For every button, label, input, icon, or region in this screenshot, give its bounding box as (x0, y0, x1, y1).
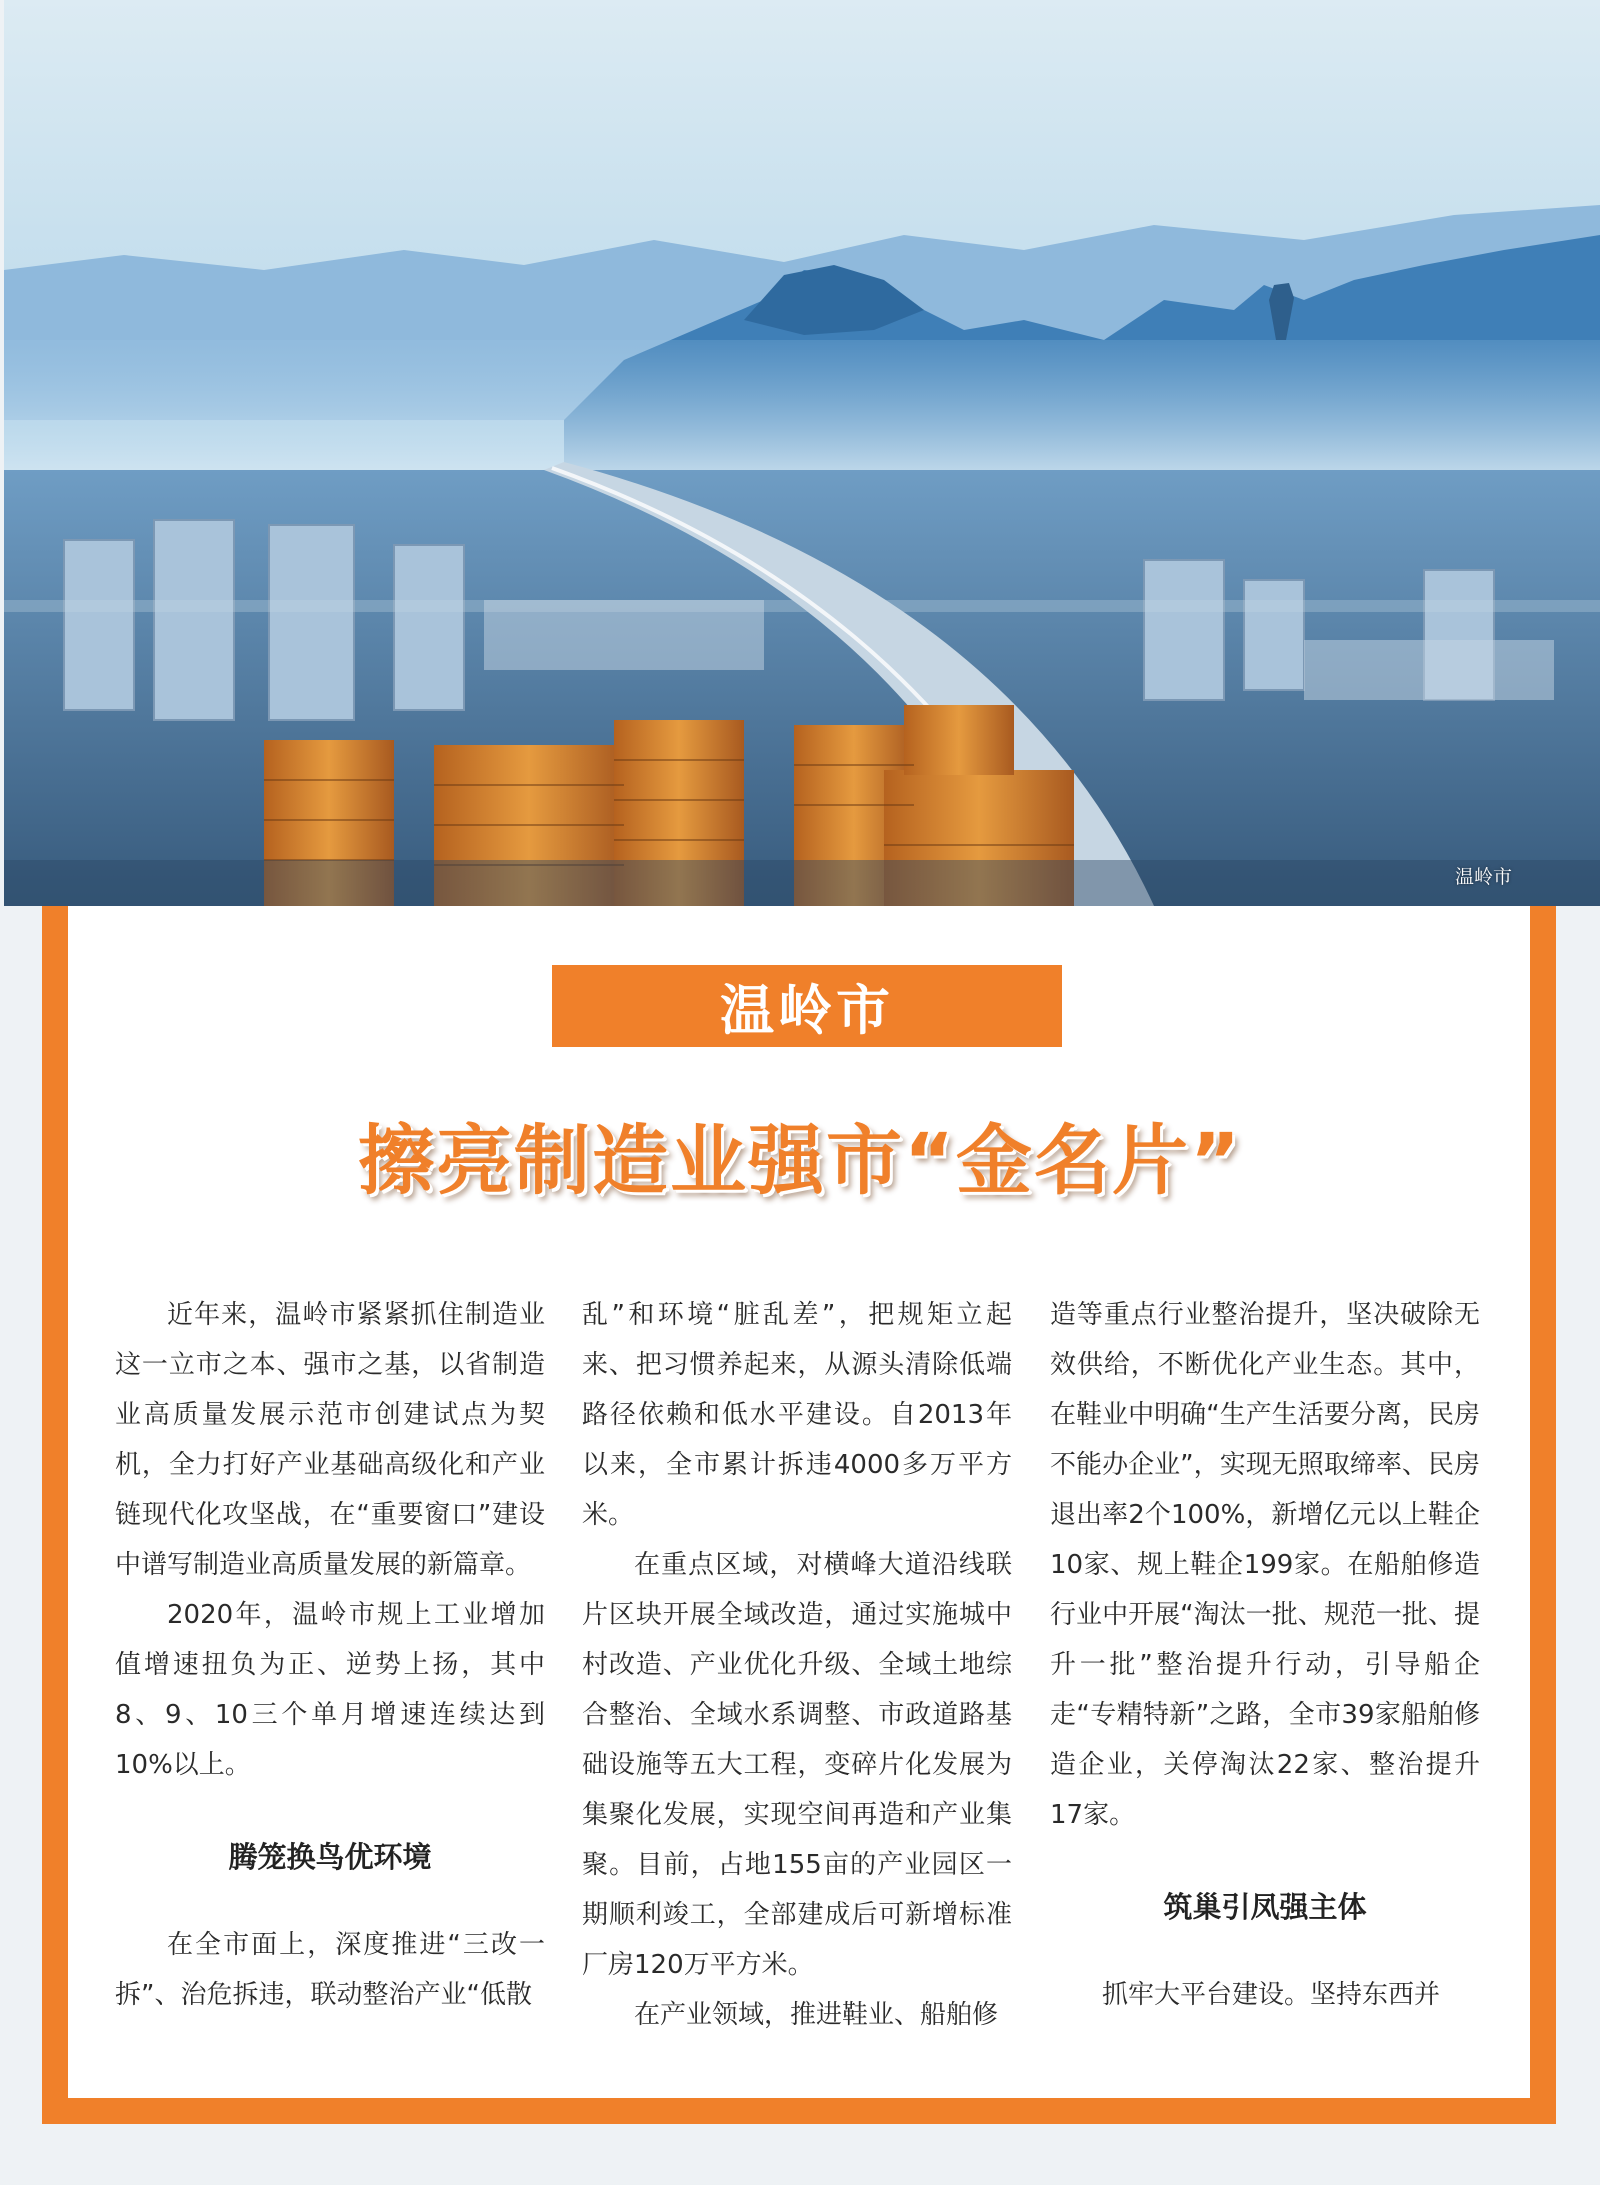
photo-caption: 温岭市 (1454, 866, 1512, 888)
city-photo (4, 0, 1600, 906)
city-label: 温岭市 (552, 965, 1062, 1047)
page-title: 擦亮制造业强市“金名片” (358, 1116, 1242, 1205)
paragraph: 近年来，温岭市紧紧抓住制造业这一立市之本、强市之基，以省制造业高质量发展示范市创建试点为契机，全力打好产业基础高级化和产业链现代化攻坚战，在“重要窗口”建设中谱写制造业高质量发展的新篇章。 (115, 1300, 545, 1580)
city-landscape-illustration (4, 0, 1600, 906)
section-heading: 筑巢引凤强主体 (1163, 1890, 1367, 1924)
article-column-1 (115, 1290, 545, 2020)
article-column-2 (582, 1290, 1012, 2040)
paragraph: 造等重点行业整治提升，坚决破除无效供给，不断优化产业生态。其中，在鞋业中明确“生产生活要分离，民房不能办企业”，实现无照取缔率、民房退出率2个100%，新增亿元以上鞋企10家、规上鞋企199家。在船舶修造行业中开展“淘汰一批、规范一批、提升一批”整治提升行动，引导船企走“专精特新”之路，全市39家船舶修造企业，关停淘汰22家、整治提升17家。 (1050, 1300, 1480, 1830)
paragraph: 抓牢大平台建设。坚持东西并 (1102, 1980, 1441, 2010)
paragraph: 在重点区域，对横峰大道沿线联片区块开展全域改造，通过实施城中村改造、产业优化升级、全域土地综合整治、全域水系调整、市政道路基础设施等五大工程，变碎片化发展为集聚化发展，实现空间再造和产业集聚。目前，占地155亩的产业园区一期顺利竣工，全部建成后可新增标准厂房120万平方米。 (582, 1550, 1012, 1980)
article-column-3 (1050, 1290, 1480, 2020)
paragraph: 2020年，温岭市规上工业增加值增速扭负为正、逆势上扬，其中8、9、10三个单月增速连续达到10%以上。 (115, 1600, 545, 1780)
section-heading: 腾笼换鸟优环境 (228, 1840, 432, 1874)
paragraph: 在全市面上，深度推进“三改一拆”、治危拆违，联动整治产业“低散 (115, 1930, 545, 2010)
paragraph: 在产业领域，推进鞋业、船舶修 (634, 2000, 999, 2030)
paragraph: 乱”和环境“脏乱差”，把规矩立起来、把习惯养起来，从源头清除低端路径依赖和低水平建设。自2013年以来，全市累计拆违4000多万平方米。 (582, 1300, 1012, 1530)
